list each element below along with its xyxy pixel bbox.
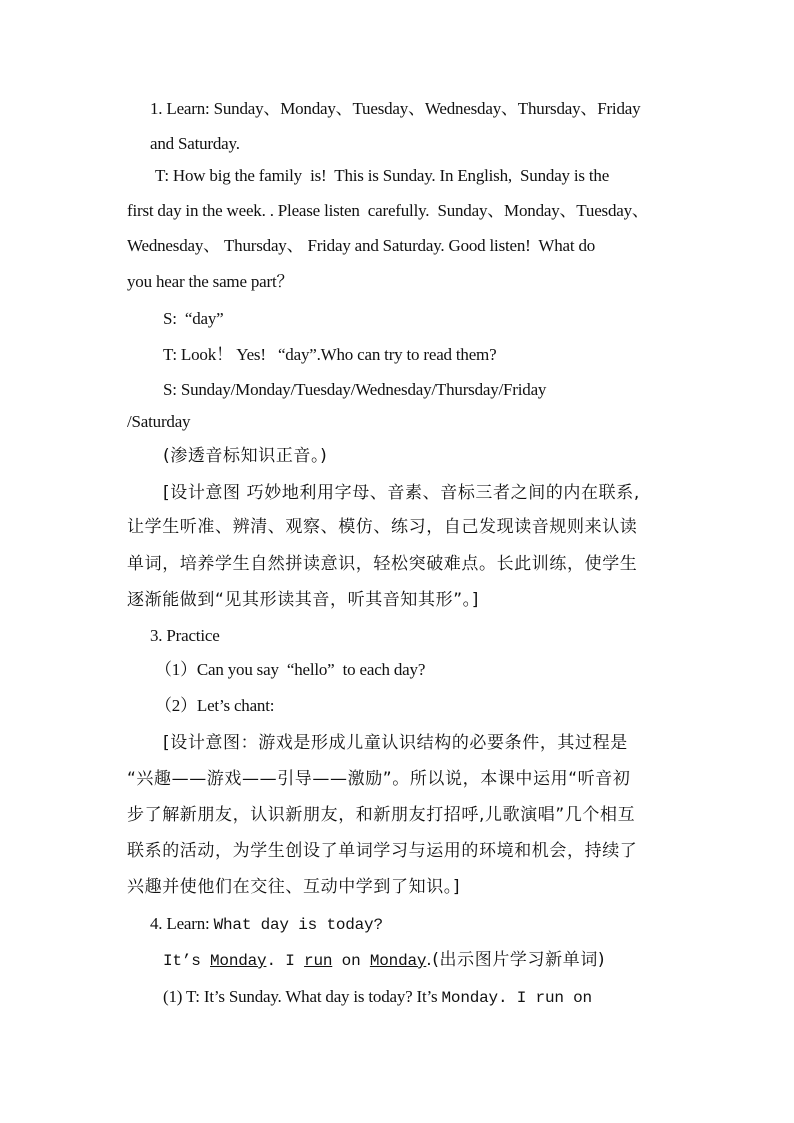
underlined-monday-2: Monday bbox=[369, 952, 427, 970]
design-intent-2-line-1: [设计意图：游戏是形成儿童认识结构的必要条件，其过程是 bbox=[163, 733, 628, 753]
design-intent-1-line-1: [设计意图 巧妙地利用字母、音素、音标三者之间的内在联系, bbox=[163, 483, 640, 503]
picture-note: .(出示图片学习新单词) bbox=[426, 950, 606, 970]
learn-today-label: 4. Learn: bbox=[150, 914, 214, 933]
design-intent-2-line-2: “兴趣——游戏——引导——激励”。所以说，本课中运用“听音初 bbox=[127, 769, 631, 789]
design-intent-2-line-3: 步了解新朋友，认识新朋友，和新朋友打招呼,儿歌演唱”几个相互 bbox=[127, 805, 636, 825]
practice-item-2: （2）Let’s chant: bbox=[155, 696, 275, 715]
teacher-look: T: Look！ Yes! “day”.Who can try to read them? bbox=[163, 345, 497, 364]
practice-item-1: （1）Can you say “hello” to each day? bbox=[155, 660, 426, 679]
learn-today-heading bbox=[150, 913, 383, 936]
student-days-list-cont: /Saturday bbox=[127, 412, 191, 431]
learn-days-heading-cont: and Saturday. bbox=[150, 134, 240, 153]
design-intent-2-line-5: 兴趣并使他们在交往、互动中学到了知识。] bbox=[127, 877, 461, 897]
design-intent-2-line-4: 联系的活动，为学生创设了单词学习与运用的环境和机会，持续了 bbox=[127, 841, 638, 861]
phonics-note: (渗透音标知识正音。) bbox=[163, 446, 328, 466]
underlined-run: run bbox=[304, 952, 333, 970]
teacher-line-1: T: How big the family is! This is Sunday. In English, Sunday is the bbox=[155, 166, 610, 185]
underlined-monday: Monday bbox=[210, 952, 267, 970]
learn-today-question: What day is today? bbox=[213, 916, 383, 934]
teacher-line-3: Wednesday、 Thursday、 Friday and Saturday. Good listen! What do bbox=[127, 236, 596, 255]
design-intent-1-line-4: 逐渐能做到“见其形读其音，听其音知其形”。] bbox=[127, 590, 479, 610]
practice-heading: 3. Practice bbox=[150, 626, 220, 645]
student-days-list: S: Sunday/Monday/Tuesday/Wednesday/Thursday/Friday bbox=[163, 380, 547, 399]
learn-today-answer: It’s Monday. I run on Monday.(出示图片学习新单词) bbox=[163, 950, 606, 970]
teacher-line-4: you hear the same part？ bbox=[127, 272, 294, 291]
learn-days-heading: 1. Learn: Sunday、Monday、Tuesday、Wednesday、Thursday、Friday bbox=[150, 99, 641, 118]
design-intent-1-line-3: 单词，培养学生自然拼读意识，轻松突破难点。长此训练，使学生 bbox=[127, 554, 638, 574]
teacher-today-line: (1) T: It’s Sunday. What day is today? It’s Monday. I run on bbox=[163, 987, 592, 1007]
teacher-line-2: first day in the week. . Please listen carefully. Sunday、Monday、Tuesday、 bbox=[127, 201, 649, 220]
design-intent-1-line-2: 让学生听准、辨清、观察、模仿、练习，自己发现读音规则来认读 bbox=[127, 517, 638, 537]
student-reply-day: S: “day” bbox=[163, 309, 224, 328]
